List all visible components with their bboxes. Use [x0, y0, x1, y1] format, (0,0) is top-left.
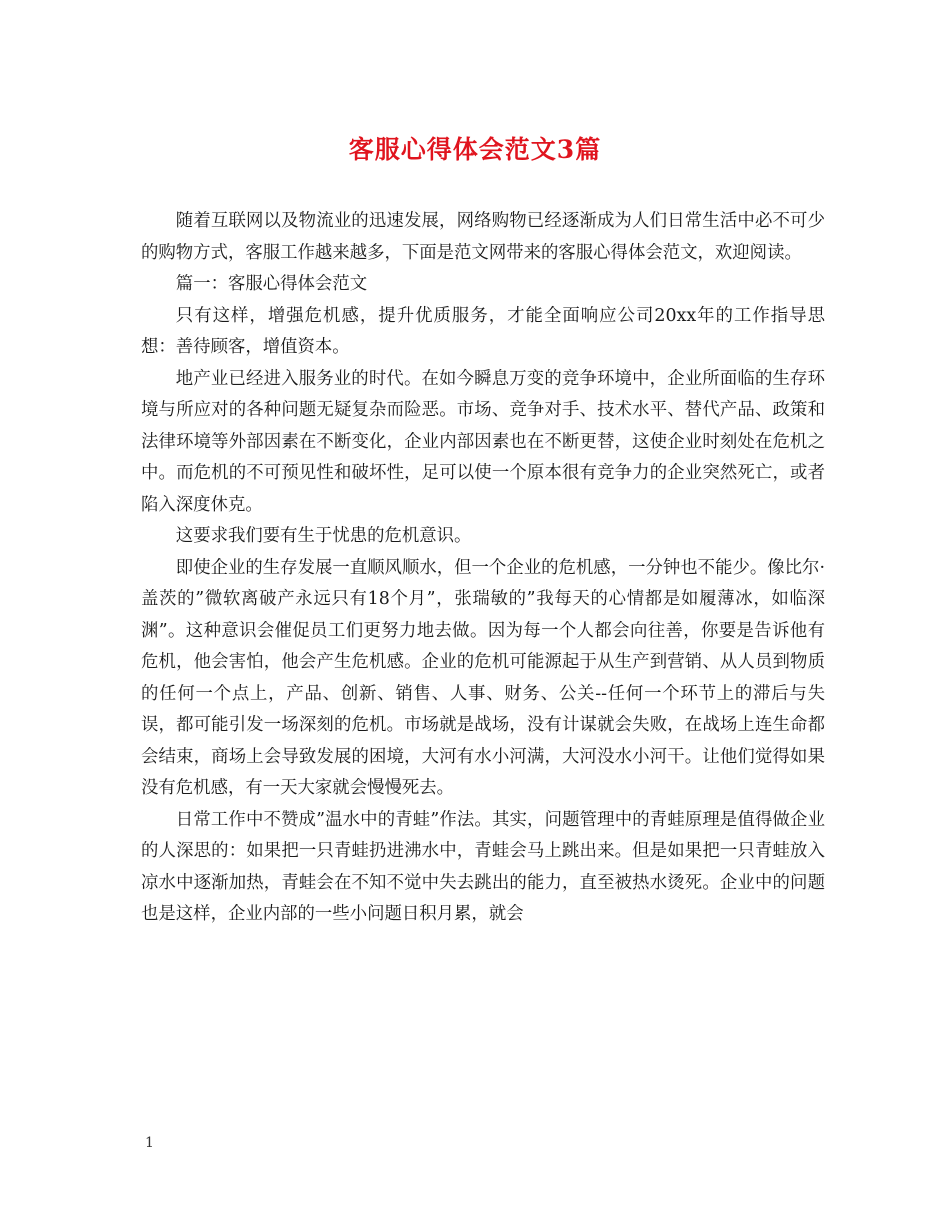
paragraph: 日常工作中不赞成”温水中的青蛙”作法。其实，问题管理中的青蛙原理是值得做企业的人深思的：如果把一只青蛙扔进沸水中，青蛙会马上跳出来。但是如果把一只青蛙放入凉水中逐渐加热，青蛙会在不知不觉中失去跳出的能力，直至被热水烫死。企业中的问题也是这样，企业内部的一些小问题日积月累，就会 — [141, 809, 825, 924]
document-title: 客服心得体会范文3篇 — [348, 135, 602, 164]
paragraph-intro: 随着互联网以及物流业的迅速发展，网络购物已经逐渐成为人们日常生活中必不可少的购物方式，客服工作越来越多，下面是范文网带来的客服心得体会范文，欢迎阅读。 — [141, 211, 825, 263]
document-body — [141, 206, 825, 931]
paragraph: 只有这样，增强危机感，提升优质服务，才能全面响应公司20xx年的工作指导思想：善待顾客，增值资本。 — [141, 305, 825, 357]
page-number: 1 — [145, 1135, 154, 1151]
paragraph: 即使企业的生存发展一直顺风顺水，但一个企业的危机感，一分钟也不能少。像比尔·盖茨的”微软离破产永远只有18个月”，张瑞敏的”我每天的心情都是如履薄冰，如临深渊”。这种意识会催促员工们更努力地去做。因为每一个人都会向往善，你要是告诉他有危机，他会害怕，他会产生危机感。企业的危机可能源起于从生产到营销、从人员到物质的任何一个点上，产品、创新、销售、人事、财务、公关--任何一个环节上的滞后与失误，都可能引发一场深刻的危机。市场就是战场，没有计谋就会失败，在战场上连生命都会结束，商场上会导致发展的困境，大河有水小河满，大河没水小河干。让他们觉得如果没有危机感，有一天大家就会慢慢死去。 — [141, 557, 825, 798]
section-heading-part-one: 篇一：客服心得体会范文 — [175, 274, 368, 294]
paragraph: 这要求我们要有生于忧患的危机意识。 — [175, 526, 472, 546]
paragraph: 地产业已经进入服务业的时代。在如今瞬息万变的竞争环境中，企业所面临的生存环境与所应对的各种问题无疑复杂而险恶。市场、竞争对手、技术水平、替代产品、政策和法律环境等外部因素在不断变化，企业内部因素也在不断更替，这使企业时刻处在危机之中。而危机的不可预见性和破坏性，足可以使一个原本很有竞争力的企业突然死亡，或者陷入深度休克。 — [141, 368, 825, 515]
